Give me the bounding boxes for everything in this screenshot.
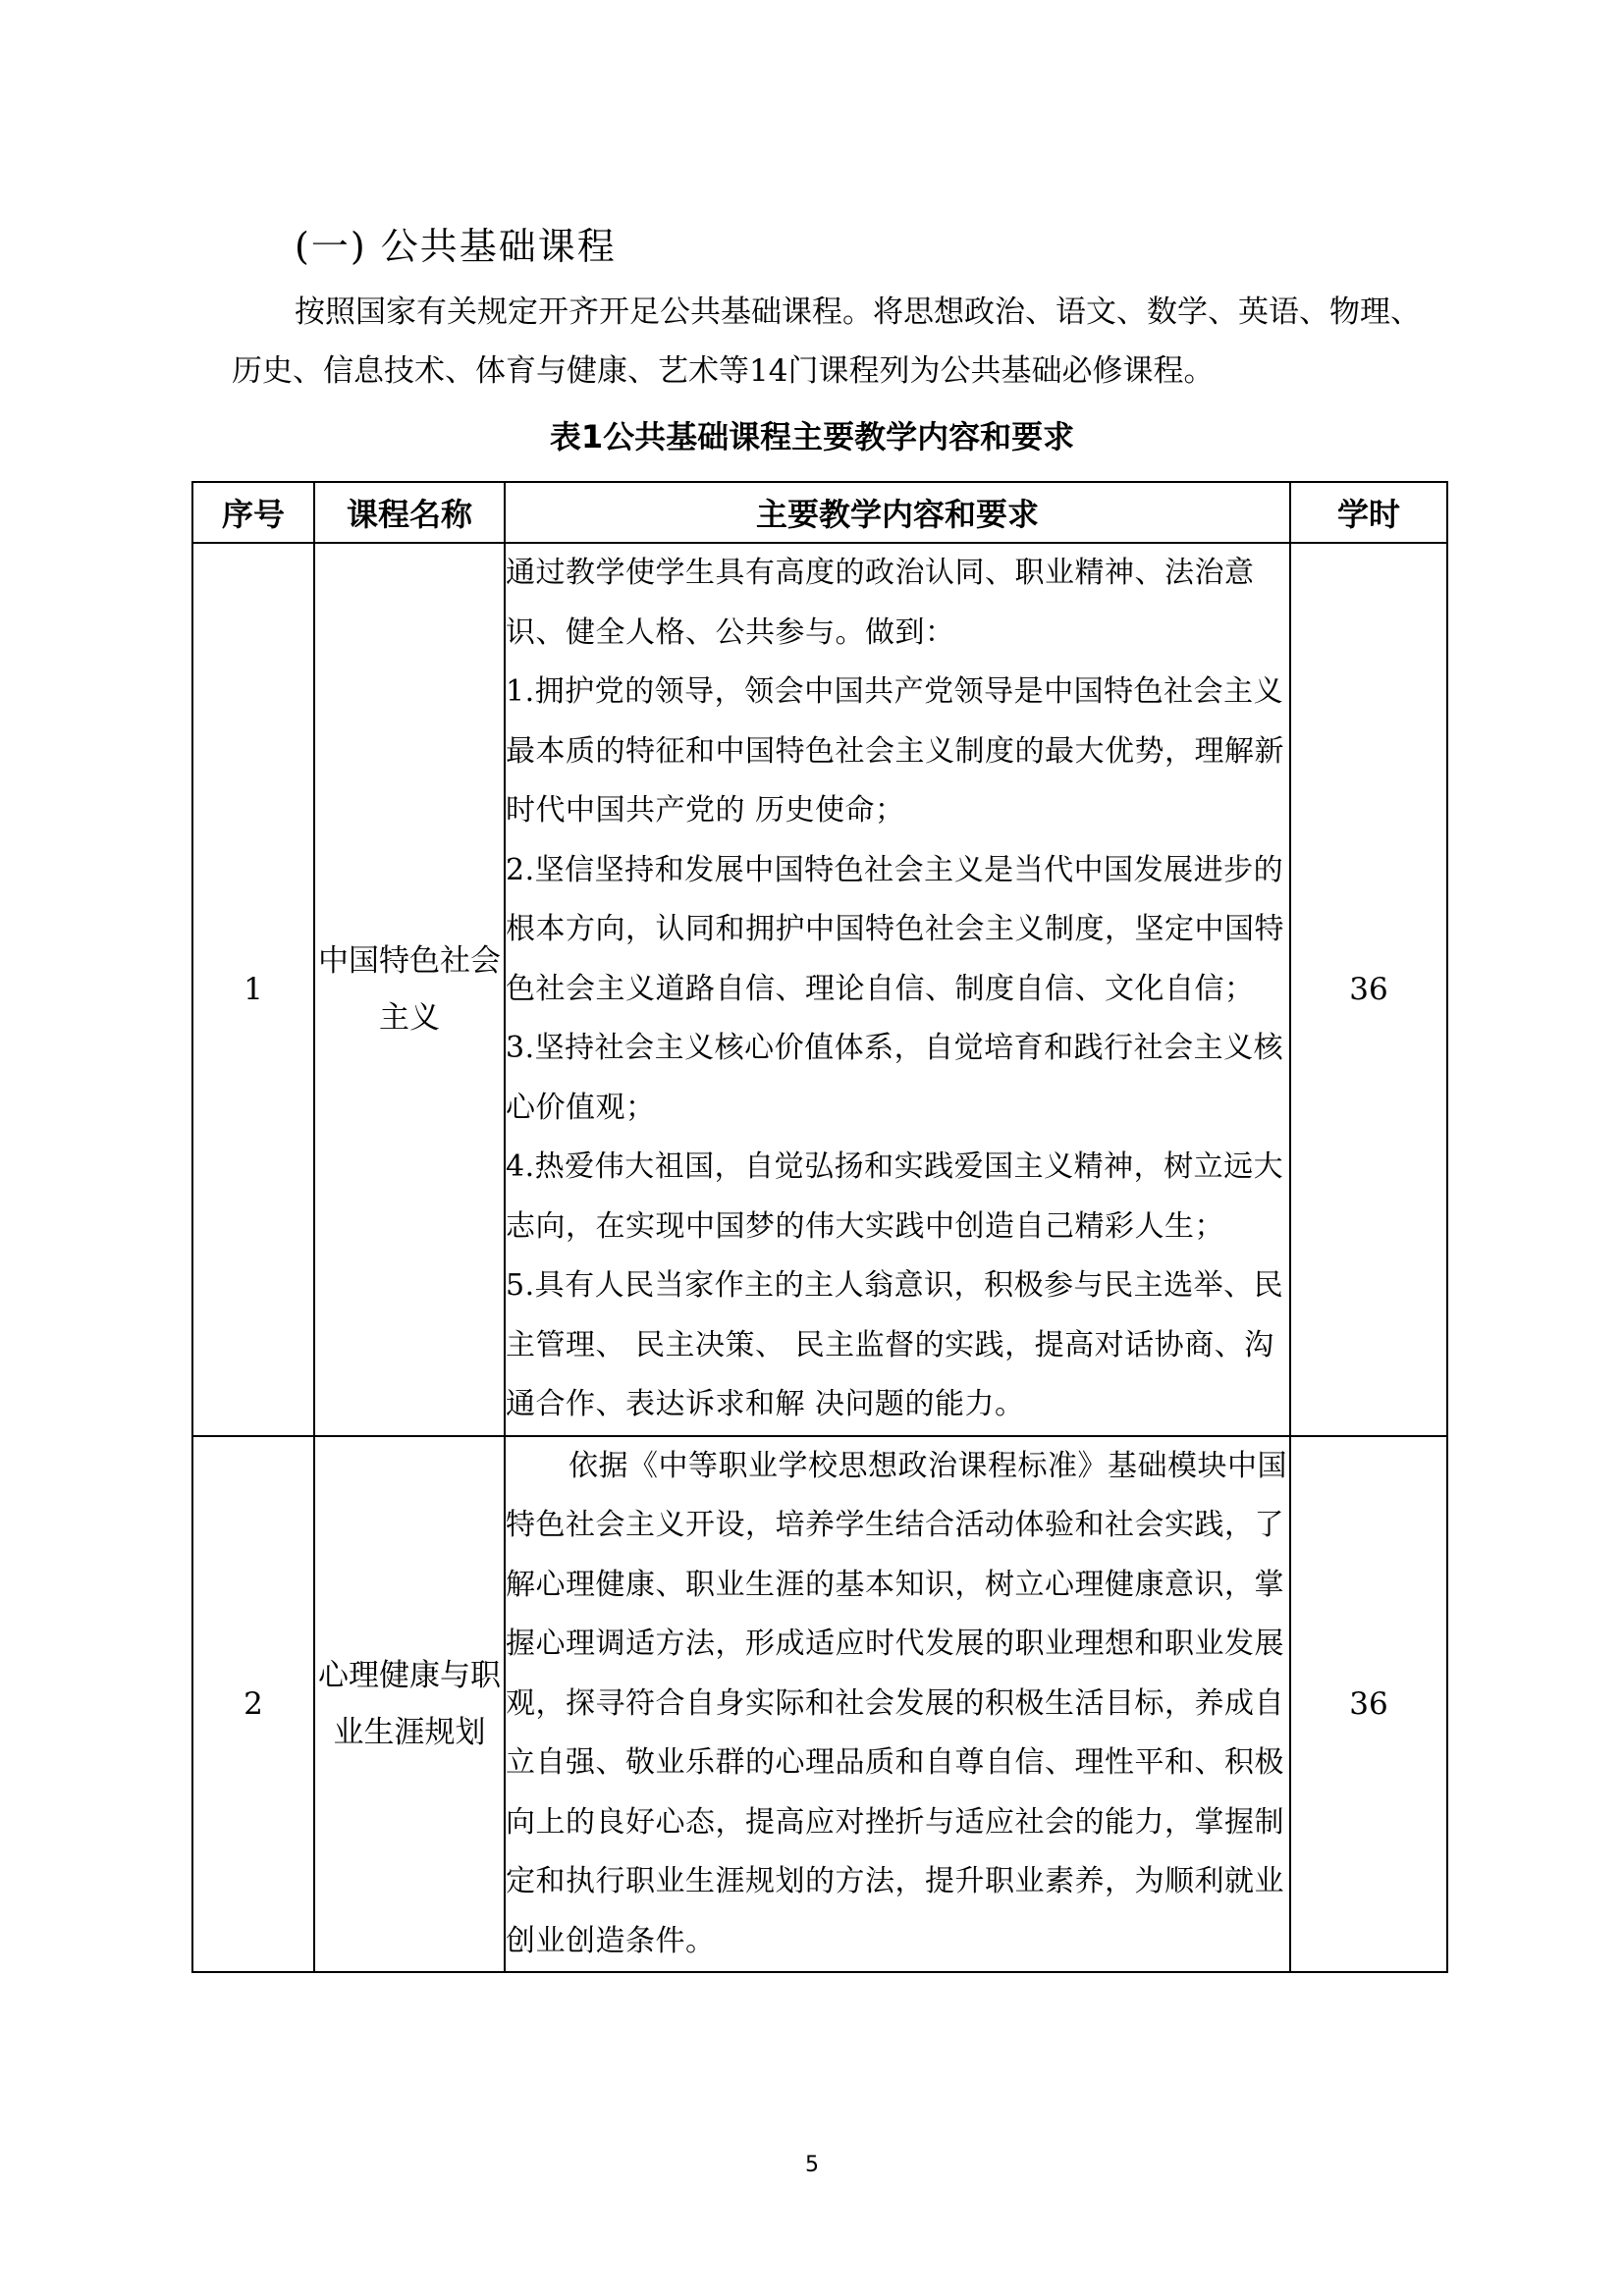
table-row bbox=[192, 1436, 1447, 1973]
table-row bbox=[192, 543, 1447, 1436]
content-paragraph: 5.具有人民当家作主的主人翁意识，积极参与民主选举、民主管理、 民主决策、 民主监督的实践，提高对话协商、沟通合作、表达诉求和解 决问题的能力。 bbox=[506, 1268, 1284, 1421]
course-content bbox=[505, 543, 1290, 1436]
content-paragraph: 通过教学使学生具有高度的政治认同、职业精神、法治意识、健全人格、公共参与。做到： bbox=[506, 556, 1255, 650]
course-hours: 36 bbox=[1290, 1436, 1447, 1973]
header-hours: 学时 bbox=[1290, 482, 1447, 543]
course-table bbox=[191, 481, 1448, 1973]
header-content: 主要教学内容和要求 bbox=[505, 482, 1290, 543]
row-index: 1 bbox=[192, 543, 314, 1436]
header-index: 序号 bbox=[192, 482, 314, 543]
header-course-name: 课程名称 bbox=[314, 482, 505, 543]
content-paragraph: 1.拥护党的领导，领会中国共产党领导是中国特色社会主义最本质的特征和中国特色社会主义制度的最大优势，理解新时代中国共产党的 历史使命； bbox=[506, 674, 1284, 828]
table-caption: 表1公共基础课程主要教学内容和要求 bbox=[549, 418, 1075, 455]
content-paragraph: 2.坚信坚持和发展中国特色社会主义是当代中国发展进步的根本方向，认同和拥护中国特色社会主义制度，坚定中国特色社会主义道路自信、理论自信、制度自信、文化自信； bbox=[506, 852, 1284, 1006]
content-paragraph: 依据《中等职业学校思想政治课程标准》基础模块中国特色社会主义开设，培养学生结合活动体验和社会实践，了解心理健康、职业生涯的基本知识，树立心理健康意识，掌握心理调适方法，形成适应时代发展的职业理想和职业发展观，探寻符合自身实际和社会发展的积极生活目标，养成自立自强、敬业乐群的心理品质和自尊自信、理性平和、积极向上的良好心态，提高应对挫折与适应社会的能力，掌握制定和执行职业生涯规划的方法，提升职业素养，为顺利就业创业创造条件。 bbox=[506, 1448, 1287, 1958]
content-paragraph: 3.坚持社会主义核心价值体系，自觉培育和践行社会主义核心价值观； bbox=[506, 1031, 1284, 1125]
course-name: 心理健康与职业生涯规划 bbox=[314, 1436, 505, 1973]
section-heading: (一) 公共基础课程 bbox=[295, 225, 617, 268]
content-paragraph: 4.热爱伟大祖国，自觉弘扬和实践爱国主义精神，树立远大志向，在实现中国梦的伟大实践中创造自己精彩人生； bbox=[506, 1149, 1284, 1244]
course-content bbox=[505, 1436, 1290, 1973]
course-hours: 36 bbox=[1290, 543, 1447, 1436]
intro-paragraph: 按照国家有关规定开齐开足公共基础课程。将思想政治、语文、数学、英语、物理、历史、信息技术、体育与健康、艺术等14门课程列为公共基础必修课程。 bbox=[232, 294, 1421, 389]
table-header-row bbox=[192, 482, 1447, 543]
course-name: 中国特色社会主义 bbox=[314, 543, 505, 1436]
page-number: 5 bbox=[805, 2153, 819, 2177]
row-index: 2 bbox=[192, 1436, 314, 1973]
